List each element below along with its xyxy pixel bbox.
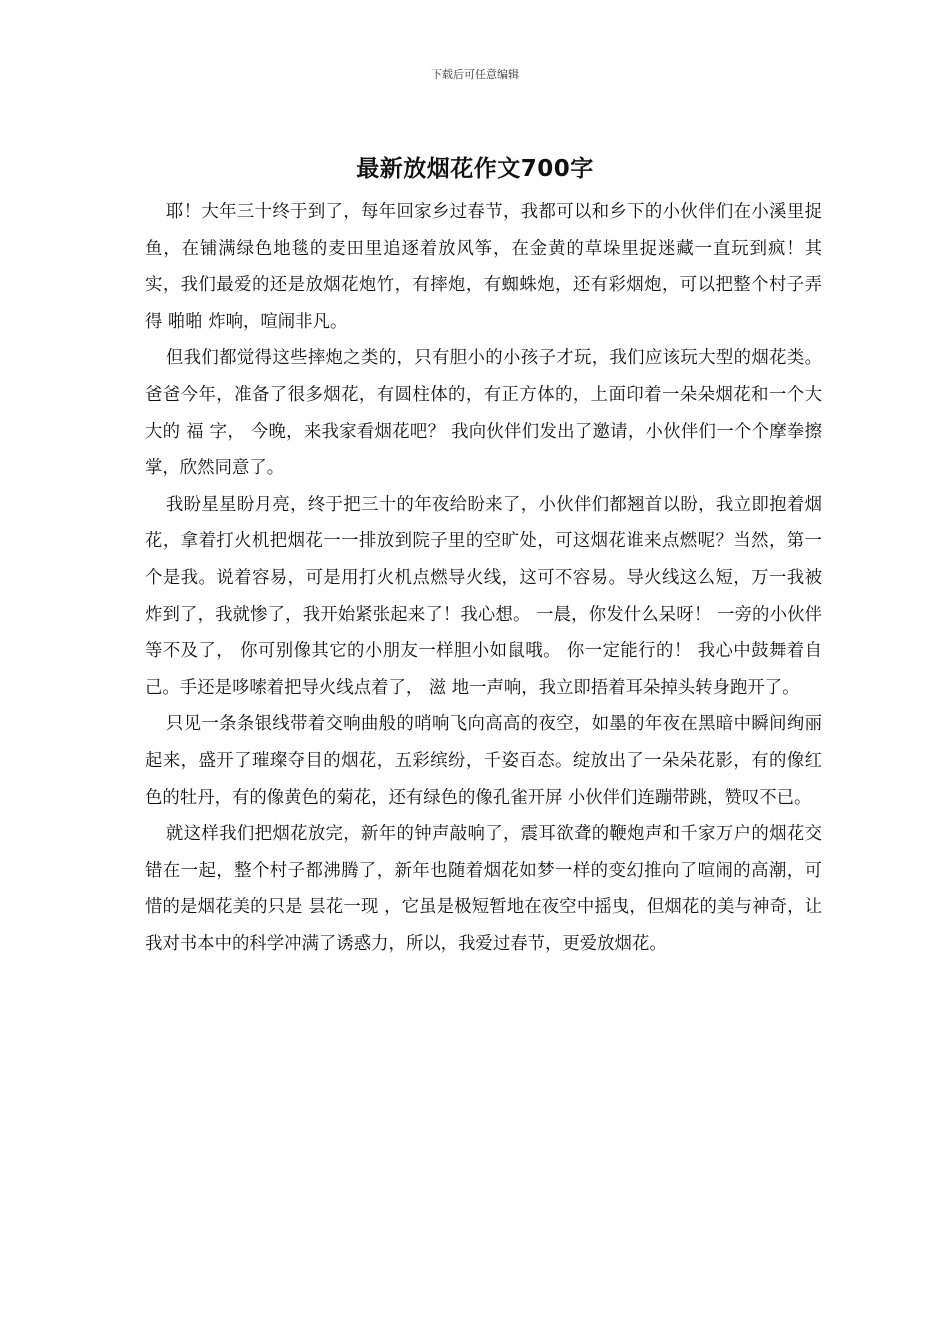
header-note: 下载后可任意编辑 [431, 68, 519, 81]
document-body [145, 194, 822, 962]
paragraph: 我盼星星盼月亮，终于把三十的年夜给盼来了，小伙伴们都翘首以盼，我立即抱着烟花，拿着打火机把烟花一一排放到院子里的空旷处，可这烟花谁来点燃呢？当然，第一个是我。说着容易，可是用打火机点燃导火线，这可不容易。导火线这么短，万一我被炸到了，我就惨了，我开始紧张起来了！我心想。 一晨，你发什么呆呀！ 一旁的小伙伴等不及了， 你可别像其它的小朋友一样胆小如鼠哦。 你一定能行的！ 我心中鼓舞着自己。手还是哆嗦着把导火线点着了， 滋 地一声响，我立即捂着耳朵掉头转身跑开了。 [145, 494, 822, 698]
paragraph: 但我们都觉得这些摔炮之类的，只有胆小的小孩子才玩，我们应该玩大型的烟花类。爸爸今年，准备了很多烟花，有圆柱体的，有正方体的，上面印着一朵朵烟花和一个大大的 福 字， 今晚，来我家看烟花吧？ 我向伙伴们发出了邀请，小伙伴们一个个摩拳擦掌，欣然同意了。 [145, 348, 822, 479]
paragraph: 耶！大年三十终于到了，每年回家乡过春节，我都可以和乡下的小伙伴们在小溪里捉鱼，在铺满绿色地毯的麦田里追逐着放风筝，在金黄的草垛里捉迷藏一直玩到疯！其实，我们最爱的还是放烟花炮竹，有摔炮，有蜘蛛炮，还有彩烟炮，可以把整个村子弄得 啪啪 炸响，喧闹非凡。 [145, 202, 822, 332]
document-title: 最新放烟花作文700字 [356, 156, 594, 182]
paragraph: 只见一条条银线带着交响曲般的哨响飞向高高的夜空，如墨的年夜在黑暗中瞬间绚丽起来，盛开了璀璨夺目的烟花，五彩缤纷，千姿百态。绽放出了一朵朵花影，有的像红色的牡丹，有的像黄色的菊花，还有绿色的像孔雀开屏 小伙伴们连蹦带跳，赞叹不已。 [145, 714, 822, 808]
paragraph: 就这样我们把烟花放完，新年的钟声敲响了，震耳欲聋的鞭炮声和千家万户的烟花交错在一起，整个村子都沸腾了，新年也随着烟花如梦一样的变幻推向了喧闹的高潮，可惜的是烟花美的只是 昙花一现 ，它虽是极短暂地在夜空中摇曳，但烟花的美与神奇，让我对书本中的科学冲满了诱惑力，所以，我爱过春节，更爱放烟花。 [145, 824, 822, 954]
